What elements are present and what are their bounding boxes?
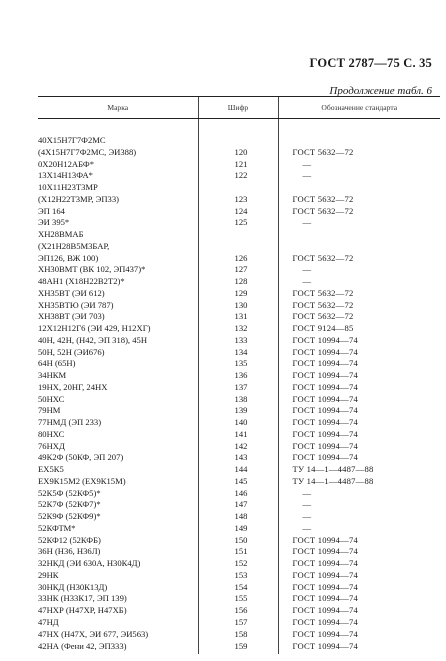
column-header-grade: Марка [38,97,198,119]
table-row [38,617,440,629]
cell-code: 128 [198,276,278,288]
cell-standard: ГОСТ 10994—74 [278,605,440,617]
table-row [38,159,440,171]
cell-grade: 33НК (Н33К17, ЭП 139) [38,593,127,604]
table-row [38,558,440,570]
table-row [38,119,440,147]
table-row [38,546,440,558]
table-row [38,300,440,312]
column-header-code: Шифр [198,97,278,119]
cell-grade: 13Х14Н13ФА* [38,170,93,181]
cell-code: 145 [198,476,278,488]
cell-code: 144 [198,464,278,476]
cell-standard: ГОСТ 10994—74 [278,535,440,547]
cell-grade: 64Н (65Н) [38,358,76,369]
cell-grade: 50Н, 52Н (ЭИ676) [38,346,105,357]
cell-grade: 48АН1 (Х18Н22В2Т2)* [38,276,125,286]
cell-standard: ГОСТ 10994—74 [278,558,440,570]
cell-grade: ХН35ВТЮ (ЭИ 787) [38,299,114,310]
cell-code: 148 [198,511,278,523]
table-row [38,511,440,523]
cell-standard: ГОСТ 9124—85 [278,323,440,335]
cell-code: 123 [198,194,278,206]
cell-grade: 12Х12Н12Г6 (ЭИ 429, Н12ХГ) [38,323,151,333]
cell-code: 124 [198,206,278,218]
table-row [38,264,440,276]
table-row [38,582,440,594]
cell-code: 131 [198,311,278,323]
cell-grade: (4Х15Н7Г7Ф2МС, ЭИ388) [38,146,137,157]
cell-standard [278,182,440,194]
cell-standard: ГОСТ 5632—72 [278,288,440,300]
cell-standard: ГОСТ 10994—74 [278,382,440,394]
cell-grade: ЕХ9К15М2 (ЕХ9К15М) [38,475,126,486]
cell-code: 150 [198,535,278,547]
table-row [38,441,440,453]
cell-standard [278,229,440,241]
cell-grade: 47НХР (Н47ХР, Н47ХБ) [38,605,127,615]
cell-standard [278,119,440,147]
cell-standard: ГОСТ 10994—74 [278,629,440,641]
table-row [38,405,440,417]
table-row [38,394,440,406]
cell-grade: 10Х11Н23Т3МР [38,182,98,192]
cell-standard: ГОСТ 10994—74 [278,617,440,629]
cell-standard: ГОСТ 10994—74 [278,546,440,558]
cell-code: 125 [198,217,278,229]
cell-standard: ГОСТ 10994—74 [278,370,440,382]
table-row [38,417,440,429]
table-row [38,370,440,382]
cell-code: 155 [198,593,278,605]
cell-code: 141 [198,429,278,441]
table-row [38,429,440,441]
table-row [38,499,440,511]
cell-code: 153 [198,570,278,582]
table-row [38,523,440,535]
cell-grade: ЕХ5К5 [38,464,64,474]
cell-grade: (Х12Н22Т3МР, ЭП33) [38,193,119,204]
cell-standard: ГОСТ 10994—74 [278,394,440,406]
table-row [38,229,440,241]
cell-code: 132 [198,323,278,335]
cell-code: 143 [198,452,278,464]
table-body [38,119,440,655]
cell-grade: 40Х15Н7Г7Ф2МС [38,135,106,145]
table-row [38,358,440,370]
table-row [38,170,440,182]
cell-standard: — [278,170,440,182]
cell-grade: 47НД [38,616,59,627]
cell-code: 151 [198,546,278,558]
cell-standard: — [278,264,440,276]
cell-grade: 50НХС [38,393,65,404]
cell-grade: 52КФТМ* [38,522,76,533]
table-row [38,276,440,288]
cell-code: 126 [198,253,278,265]
cell-standard: ГОСТ 5632—72 [278,300,440,312]
cell-standard: — [278,159,440,171]
cell-grade: 77НМД (ЭП 233) [38,417,102,427]
column-header-standard: Обозначение стандарта [278,97,440,119]
cell-grade: 52К9Ф (52КФ9)* [38,511,101,521]
cell-code: 138 [198,394,278,406]
table-row [38,182,440,194]
cell-code: 134 [198,347,278,359]
cell-grade: 52К7Ф (52КФ7)* [38,499,101,510]
table-row [38,570,440,582]
table-row [38,347,440,359]
cell-standard: — [278,523,440,535]
cell-grade: 30НКД (Н30К13Д) [38,581,108,592]
cell-grade: ЭП126, ВЖ 100) [38,252,99,263]
table-row [38,382,440,394]
cell-code: 157 [198,617,278,629]
cell-code: 140 [198,417,278,429]
cell-grade: 80НХС [38,428,65,439]
cell-code: 136 [198,370,278,382]
cell-code: 127 [198,264,278,276]
cell-standard: ТУ 14—1—4487—88 [278,464,440,476]
table-row [38,147,440,159]
cell-code [198,229,278,241]
cell-standard: ГОСТ 5632—72 [278,253,440,265]
table-row [38,593,440,605]
cell-code: 146 [198,488,278,500]
cell-code: 152 [198,558,278,570]
cell-code: 120 [198,147,278,159]
cell-code: 156 [198,605,278,617]
cell-grade: 40Н, 42Н, (Н42, ЭП 318), 45Н [38,334,148,345]
cell-code [198,182,278,194]
table-row [38,241,440,253]
cell-grade: 34НКМ [38,370,67,380]
table-row [38,206,440,218]
cell-grade: (Х21Н28В5М3БАР, [38,240,110,251]
cell-standard: — [278,276,440,288]
cell-standard: — [278,511,440,523]
table-row [38,464,440,476]
cell-grade: 49К2Ф (50КФ, ЭП 207) [38,452,124,463]
cell-standard: — [278,488,440,500]
cell-code [198,119,278,147]
cell-code: 121 [198,159,278,171]
cell-code [198,241,278,253]
table-row [38,323,440,335]
table-row [38,194,440,206]
cell-standard: ГОСТ 10994—74 [278,429,440,441]
cell-grade: 47НХ (Н47Х, ЭИ 677, ЭИ563) [38,628,149,639]
cell-code: 147 [198,499,278,511]
cell-grade: 36Н (Н36, Н36Л) [38,546,101,557]
cell-grade: 52КФ12 (52КФБ) [38,534,101,545]
cell-standard: ГОСТ 10994—74 [278,405,440,417]
cell-grade: 0Х20Н12АБФ* [38,158,94,169]
cell-standard: ТУ 14—1—4487—88 [278,476,440,488]
table-row [38,476,440,488]
table-row [38,535,440,547]
grade-table [38,96,440,654]
table-row [38,253,440,265]
table-continuation-label: Продолжение табл. 6 [329,85,432,97]
cell-standard: ГОСТ 10994—74 [278,335,440,347]
cell-standard: ГОСТ 5632—72 [278,311,440,323]
cell-code: 133 [198,335,278,347]
table-row [38,311,440,323]
cell-grade: 32НКД (ЭИ 630А, Н30К4Д) [38,558,141,568]
cell-grade: ЭИ 395* [38,217,70,228]
cell-code: 137 [198,382,278,394]
cell-grade: 29НК [38,569,59,580]
cell-grade: 42НА (Фени 42, ЭП333) [38,641,127,652]
table-header-row [38,97,440,119]
table-row [38,217,440,229]
cell-grade: ХН28ВМАБ [38,229,84,239]
cell-code: 159 [198,640,278,654]
cell-code: 149 [198,523,278,535]
table-row [38,335,440,347]
cell-standard: — [278,217,440,229]
cell-standard: ГОСТ 10994—74 [278,582,440,594]
cell-code: 139 [198,405,278,417]
cell-standard: ГОСТ 10994—74 [278,593,440,605]
cell-standard: ГОСТ 5632—72 [278,194,440,206]
cell-standard: ГОСТ 10994—74 [278,417,440,429]
table-row [38,629,440,641]
cell-code: 129 [198,288,278,300]
table-row [38,288,440,300]
cell-standard: ГОСТ 10994—74 [278,347,440,359]
cell-standard: ГОСТ 10994—74 [278,452,440,464]
page-title: ГОСТ 2787—75 С. 35 [309,56,432,70]
table-row [38,640,440,654]
cell-grade: ЭП 164 [38,205,65,216]
cell-standard: ГОСТ 5632—72 [278,206,440,218]
cell-grade: ХН38ВТ (ЭИ 703) [38,311,105,322]
cell-grade: 79НМ [38,405,61,416]
cell-grade: ХН30ВМТ (ВК 102, ЭП437)* [38,264,146,275]
cell-grade: 52К5Ф (52КФ5)* [38,487,101,498]
cell-standard: ГОСТ 10994—74 [278,441,440,453]
cell-standard: ГОСТ 10994—74 [278,358,440,370]
cell-grade: 19НХ, 20НГ, 24НХ [38,381,108,392]
cell-grade: 76НХД [38,440,65,451]
cell-code: 158 [198,629,278,641]
table-row [38,605,440,617]
cell-standard: — [278,499,440,511]
table-row [38,488,440,500]
cell-code: 130 [198,300,278,312]
cell-code: 122 [198,170,278,182]
cell-code: 142 [198,441,278,453]
cell-grade: ХН35ВТ (ЭИ 612) [38,287,105,298]
cell-standard: ГОСТ 10994—74 [278,570,440,582]
cell-code: 135 [198,358,278,370]
cell-standard [278,241,440,253]
cell-standard: ГОСТ 5632—72 [278,147,440,159]
table-row [38,452,440,464]
cell-code: 154 [198,582,278,594]
cell-standard: ГОСТ 10994—74 [278,640,440,654]
